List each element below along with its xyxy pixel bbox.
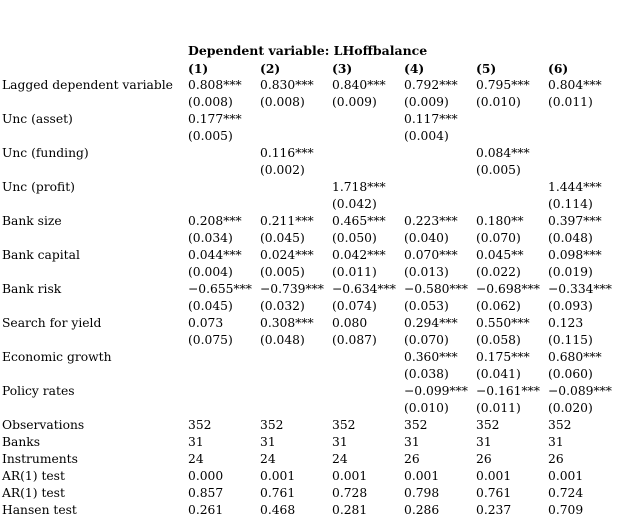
standard-error-cell: (0.009) bbox=[332, 95, 377, 109]
standard-error-cell: (0.115) bbox=[548, 333, 593, 347]
coefficient-cell: 0.223*** bbox=[404, 214, 458, 228]
column-header: (4) bbox=[404, 61, 425, 76]
standard-error-cell bbox=[188, 162, 260, 179]
standard-error-cell: (0.034) bbox=[188, 231, 233, 245]
standard-error-cell bbox=[332, 400, 404, 417]
standard-error-cell: (0.013) bbox=[404, 265, 449, 279]
statistic-cell: 0.709 bbox=[548, 503, 584, 517]
standard-error-cell: (0.070) bbox=[476, 231, 521, 245]
standard-error-cell: (0.114) bbox=[548, 197, 593, 211]
standard-error-cell: (0.020) bbox=[548, 401, 593, 415]
coefficient-row bbox=[2, 349, 618, 366]
statistic-cell: 0.237 bbox=[476, 503, 512, 517]
coefficient-cell: 0.117*** bbox=[404, 112, 458, 126]
coefficient-cell bbox=[332, 111, 404, 128]
statistic-row bbox=[2, 417, 618, 434]
coefficient-cell: −0.655*** bbox=[188, 282, 252, 296]
standard-error-cell: (0.022) bbox=[476, 265, 521, 279]
coefficient-cell: 0.123 bbox=[548, 316, 584, 330]
column-header: (5) bbox=[476, 61, 497, 76]
statistic-cell: 31 bbox=[188, 435, 204, 449]
column-header: (1) bbox=[188, 61, 209, 76]
se-label-blank bbox=[2, 128, 188, 145]
statistic-cell: 0.261 bbox=[188, 503, 224, 517]
coefficient-cell: 0.360*** bbox=[404, 350, 458, 364]
coefficient-row bbox=[2, 383, 618, 400]
coefficient-cell: 0.098*** bbox=[548, 248, 602, 262]
standard-error-cell bbox=[260, 196, 332, 213]
coefficient-cell: −0.089*** bbox=[548, 384, 612, 398]
standard-error-row bbox=[2, 332, 618, 349]
statistic-row bbox=[2, 502, 618, 519]
coefficient-cell bbox=[548, 145, 618, 162]
coefficient-cell: 0.830*** bbox=[260, 78, 314, 92]
coefficient-cell bbox=[260, 383, 332, 400]
coefficient-cell bbox=[188, 349, 260, 366]
standard-error-cell bbox=[476, 128, 548, 145]
coefficient-cell: 0.294*** bbox=[404, 316, 458, 330]
standard-error-cell: (0.005) bbox=[476, 163, 521, 177]
standard-error-cell: (0.011) bbox=[548, 95, 593, 109]
statistic-cell: 352 bbox=[188, 418, 212, 432]
coefficient-cell: −0.334*** bbox=[548, 282, 612, 296]
standard-error-cell: (0.008) bbox=[188, 95, 233, 109]
coefficient-cell bbox=[332, 145, 404, 162]
standard-error-cell: (0.093) bbox=[548, 299, 593, 313]
standard-error-cell bbox=[476, 196, 548, 213]
standard-error-cell: (0.010) bbox=[476, 95, 521, 109]
standard-error-cell: (0.005) bbox=[188, 129, 233, 143]
variable-label: Unc (asset) bbox=[2, 112, 73, 126]
coefficient-cell: −0.099*** bbox=[404, 384, 468, 398]
standard-error-cell bbox=[260, 366, 332, 383]
statistic-label: Instruments bbox=[2, 452, 78, 466]
standard-error-row bbox=[2, 162, 618, 179]
variable-label: Search for yield bbox=[2, 316, 102, 330]
coefficient-cell bbox=[476, 111, 548, 128]
se-label-blank bbox=[2, 332, 188, 349]
coefficient-cell bbox=[188, 145, 260, 162]
statistic-cell: 0.001 bbox=[548, 469, 584, 483]
standard-error-cell: (0.062) bbox=[476, 299, 521, 313]
standard-error-cell: (0.002) bbox=[260, 163, 305, 177]
standard-error-row bbox=[2, 128, 618, 145]
standard-error-cell: (0.070) bbox=[404, 333, 449, 347]
se-label-blank bbox=[2, 230, 188, 247]
standard-error-cell: (0.009) bbox=[404, 95, 449, 109]
statistic-cell: 0.001 bbox=[476, 469, 512, 483]
column-header: (6) bbox=[548, 61, 569, 76]
statistic-label: Banks bbox=[2, 435, 41, 449]
standard-error-cell: (0.045) bbox=[188, 299, 233, 313]
se-label-blank bbox=[2, 196, 188, 213]
coefficient-cell bbox=[188, 179, 260, 196]
statistic-cell: 31 bbox=[548, 435, 564, 449]
coefficient-cell: 0.465*** bbox=[332, 214, 386, 228]
column-header: (2) bbox=[260, 61, 281, 76]
standard-error-cell: (0.058) bbox=[476, 333, 521, 347]
standard-error-cell: (0.019) bbox=[548, 265, 593, 279]
statistic-cell: 31 bbox=[404, 435, 420, 449]
coefficient-cell bbox=[260, 179, 332, 196]
variable-label: Unc (profit) bbox=[2, 180, 75, 194]
standard-error-cell: (0.053) bbox=[404, 299, 449, 313]
statistic-cell: 0.001 bbox=[260, 469, 296, 483]
standard-error-cell bbox=[332, 162, 404, 179]
standard-error-cell: (0.048) bbox=[548, 231, 593, 245]
coefficient-cell: 0.177*** bbox=[188, 112, 242, 126]
statistic-cell: 26 bbox=[476, 452, 492, 466]
statistic-cell: 26 bbox=[548, 452, 564, 466]
coefficient-cell: 0.084*** bbox=[476, 146, 530, 160]
coefficient-cell: 0.792*** bbox=[404, 78, 458, 92]
standard-error-cell: (0.041) bbox=[476, 367, 521, 381]
statistic-label: Observations bbox=[2, 418, 85, 432]
standard-error-cell: (0.087) bbox=[332, 333, 377, 347]
coefficient-cell: 0.073 bbox=[188, 316, 224, 330]
statistic-row bbox=[2, 434, 618, 451]
standard-error-cell bbox=[260, 128, 332, 145]
standard-error-cell bbox=[404, 196, 476, 213]
statistic-cell: 0.000 bbox=[188, 469, 224, 483]
coefficient-cell: −0.161*** bbox=[476, 384, 540, 398]
coefficient-cell bbox=[188, 383, 260, 400]
coefficient-row bbox=[2, 111, 618, 128]
coefficient-cell: 0.070*** bbox=[404, 248, 458, 262]
standard-error-cell: (0.060) bbox=[548, 367, 593, 381]
standard-error-row bbox=[2, 298, 618, 315]
coefficient-cell: 0.042*** bbox=[332, 248, 386, 262]
standard-error-cell bbox=[260, 400, 332, 417]
coefficient-cell: 1.718*** bbox=[332, 180, 386, 194]
coefficient-cell: 0.840*** bbox=[332, 78, 386, 92]
statistic-label: AR(1) test bbox=[2, 486, 65, 500]
coefficient-row bbox=[2, 179, 618, 196]
statistic-cell: 0.281 bbox=[332, 503, 368, 517]
standard-error-cell: (0.050) bbox=[332, 231, 377, 245]
coefficient-cell bbox=[476, 179, 548, 196]
header-blank bbox=[2, 60, 188, 77]
statistic-cell: 24 bbox=[260, 452, 276, 466]
coefficient-cell: 0.080 bbox=[332, 316, 368, 330]
coefficient-cell: 0.808*** bbox=[188, 78, 242, 92]
coefficient-cell: 0.044*** bbox=[188, 248, 242, 262]
coefficient-row bbox=[2, 281, 618, 298]
coefficient-row bbox=[2, 145, 618, 162]
statistic-cell: 352 bbox=[260, 418, 284, 432]
coefficient-cell: 0.045** bbox=[476, 248, 524, 262]
statistic-cell: 352 bbox=[548, 418, 572, 432]
se-label-blank bbox=[2, 366, 188, 383]
statistic-cell: 0.761 bbox=[476, 486, 512, 500]
standard-error-cell: (0.005) bbox=[260, 265, 305, 279]
coefficient-cell: 0.795*** bbox=[476, 78, 530, 92]
standard-error-cell: (0.048) bbox=[260, 333, 305, 347]
statistic-cell: 0.724 bbox=[548, 486, 584, 500]
variable-label: Economic growth bbox=[2, 350, 112, 364]
standard-error-row bbox=[2, 400, 618, 417]
statistic-cell: 31 bbox=[476, 435, 492, 449]
coefficient-cell bbox=[404, 179, 476, 196]
coefficient-row bbox=[2, 247, 618, 264]
se-label-blank bbox=[2, 264, 188, 281]
coefficient-cell: 0.208*** bbox=[188, 214, 242, 228]
variable-label: Policy rates bbox=[2, 384, 75, 398]
variable-label: Bank size bbox=[2, 214, 62, 228]
standard-error-cell: (0.075) bbox=[188, 333, 233, 347]
statistic-cell: 352 bbox=[476, 418, 500, 432]
coefficient-cell: 0.024*** bbox=[260, 248, 314, 262]
variable-label: Bank risk bbox=[2, 282, 62, 296]
standard-error-cell bbox=[188, 196, 260, 213]
statistic-label: AR(1) test bbox=[2, 469, 65, 483]
coefficient-cell bbox=[260, 111, 332, 128]
standard-error-cell: (0.004) bbox=[404, 129, 449, 143]
coefficient-cell: 0.308*** bbox=[260, 316, 314, 330]
se-label-blank bbox=[2, 400, 188, 417]
statistic-cell: 31 bbox=[260, 435, 276, 449]
coefficient-cell: −0.580*** bbox=[404, 282, 468, 296]
coefficient-cell: 0.211*** bbox=[260, 214, 314, 228]
statistic-cell: 31 bbox=[332, 435, 348, 449]
coefficient-cell: −0.698*** bbox=[476, 282, 540, 296]
statistic-cell: 26 bbox=[404, 452, 420, 466]
coefficient-cell: 0.180** bbox=[476, 214, 524, 228]
coefficient-cell: 0.550*** bbox=[476, 316, 530, 330]
se-label-blank bbox=[2, 162, 188, 179]
standard-error-cell: (0.032) bbox=[260, 299, 305, 313]
coefficient-cell: 0.175*** bbox=[476, 350, 530, 364]
standard-error-row bbox=[2, 94, 618, 111]
standard-error-cell: (0.038) bbox=[404, 367, 449, 381]
standard-error-row bbox=[2, 196, 618, 213]
standard-error-cell: (0.010) bbox=[404, 401, 449, 415]
standard-error-cell: (0.011) bbox=[476, 401, 521, 415]
variable-label: Lagged dependent variable bbox=[2, 78, 173, 92]
se-label-blank bbox=[2, 94, 188, 111]
coefficient-cell: 0.804*** bbox=[548, 78, 602, 92]
statistic-cell: 0.468 bbox=[260, 503, 296, 517]
standard-error-cell: (0.074) bbox=[332, 299, 377, 313]
coefficient-cell: 0.680*** bbox=[548, 350, 602, 364]
standard-error-cell bbox=[188, 400, 260, 417]
statistic-cell: 0.761 bbox=[260, 486, 296, 500]
statistic-cell: 0.001 bbox=[404, 469, 440, 483]
standard-error-cell: (0.042) bbox=[332, 197, 377, 211]
standard-error-cell: (0.040) bbox=[404, 231, 449, 245]
coefficient-cell bbox=[404, 145, 476, 162]
regression-table bbox=[2, 60, 618, 519]
standard-error-cell: (0.008) bbox=[260, 95, 305, 109]
standard-error-row bbox=[2, 230, 618, 247]
statistic-label: Hansen test bbox=[2, 503, 77, 517]
coefficient-cell: 0.397*** bbox=[548, 214, 602, 228]
dependent-variable-header: Dependent variable: LHoffbalance bbox=[188, 43, 428, 58]
variable-label: Unc (funding) bbox=[2, 146, 89, 160]
coefficient-cell bbox=[260, 349, 332, 366]
statistic-cell: 24 bbox=[332, 452, 348, 466]
standard-error-cell bbox=[548, 128, 618, 145]
statistic-cell: 0.001 bbox=[332, 469, 368, 483]
coefficient-row bbox=[2, 213, 618, 230]
standard-error-cell: (0.045) bbox=[260, 231, 305, 245]
statistic-cell: 24 bbox=[188, 452, 204, 466]
statistic-row bbox=[2, 485, 618, 502]
statistic-row bbox=[2, 451, 618, 468]
coefficient-cell: 1.444*** bbox=[548, 180, 602, 194]
column-header-row bbox=[2, 60, 618, 77]
standard-error-row bbox=[2, 264, 618, 281]
coefficient-cell bbox=[332, 383, 404, 400]
standard-error-cell bbox=[188, 366, 260, 383]
standard-error-cell: (0.004) bbox=[188, 265, 233, 279]
coefficient-cell: −0.739*** bbox=[260, 282, 324, 296]
coefficient-cell bbox=[548, 111, 618, 128]
statistic-row bbox=[2, 468, 618, 485]
coefficient-cell: −0.634*** bbox=[332, 282, 396, 296]
coefficient-cell: 0.116*** bbox=[260, 146, 314, 160]
se-label-blank bbox=[2, 298, 188, 315]
statistic-cell: 352 bbox=[404, 418, 428, 432]
statistic-cell: 0.728 bbox=[332, 486, 368, 500]
standard-error-row bbox=[2, 366, 618, 383]
statistic-cell: 0.857 bbox=[188, 486, 224, 500]
coefficient-cell bbox=[332, 349, 404, 366]
coefficient-row bbox=[2, 77, 618, 94]
standard-error-cell: (0.011) bbox=[332, 265, 377, 279]
variable-label: Bank capital bbox=[2, 248, 80, 262]
standard-error-cell bbox=[332, 128, 404, 145]
statistic-cell: 0.286 bbox=[404, 503, 440, 517]
statistic-cell: 352 bbox=[332, 418, 356, 432]
column-header: (3) bbox=[332, 61, 353, 76]
standard-error-cell bbox=[404, 162, 476, 179]
statistic-cell: 0.798 bbox=[404, 486, 440, 500]
standard-error-cell bbox=[332, 366, 404, 383]
standard-error-cell bbox=[548, 162, 618, 179]
coefficient-row bbox=[2, 315, 618, 332]
